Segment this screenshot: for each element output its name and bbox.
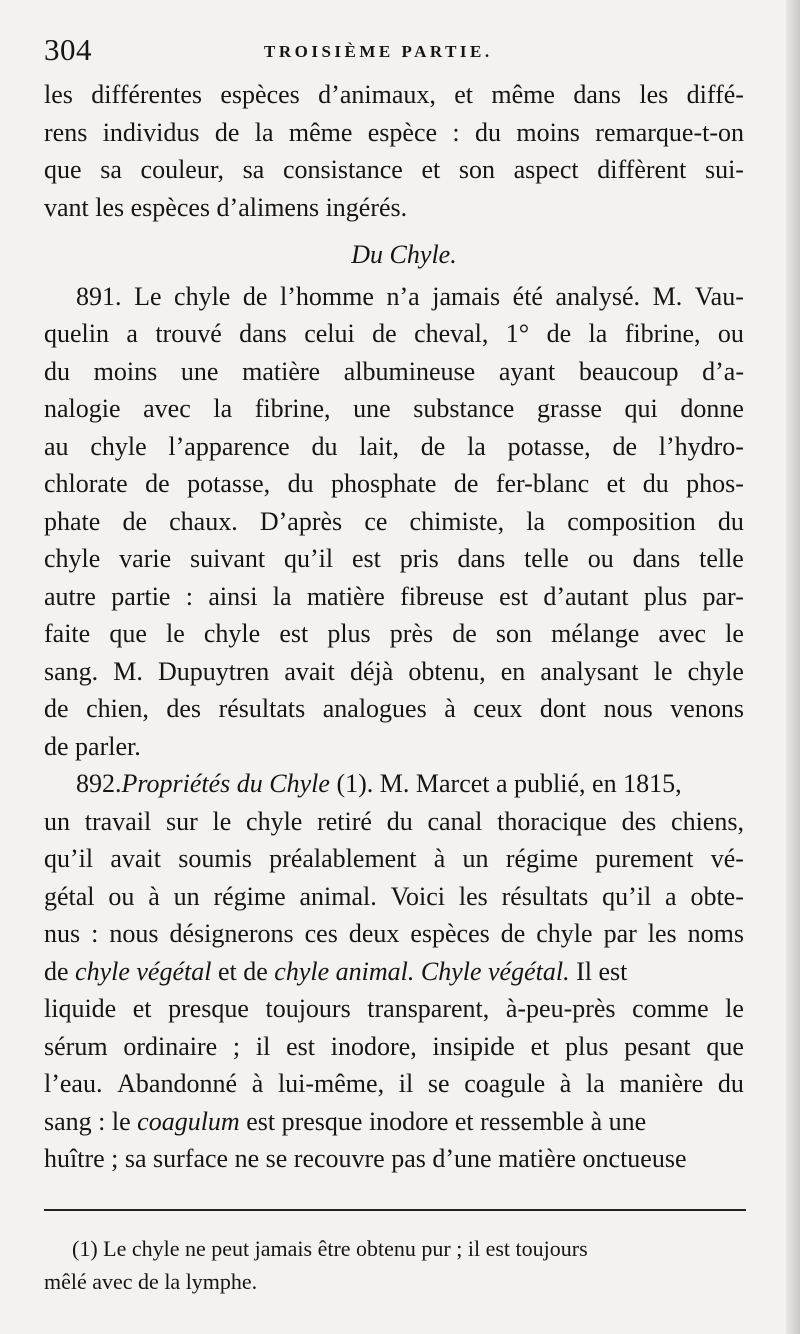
text-segment: nus : nous désignerons ces deux espèces de chyle par les noms <box>44 919 744 948</box>
italic-term: Chyle végétal. <box>420 956 570 986</box>
section-heading-text: Du Chyle. <box>351 240 457 269</box>
text-line <box>44 653 744 691</box>
text-segment: du moins une matière albumineuse ayant beaucoup d’a- <box>44 356 744 386</box>
text-segment: un travail sur le chyle retiré du canal thoracique des chiens, <box>44 806 744 836</box>
footnote-line <box>44 1265 744 1298</box>
text-segment: vant les espèces d’alimens ingérés. <box>44 192 408 222</box>
text-segment: Il est <box>569 956 628 986</box>
text-segment: et de <box>211 956 275 986</box>
text-line <box>44 189 744 227</box>
text-line <box>44 465 744 503</box>
page-header <box>44 32 744 72</box>
text-segment: l’eau. Abandonné à lui-même, il se coagule à la manière du <box>44 1069 744 1098</box>
text-segment: chlorate de potasse, du phosphate de fer-blanc et du phos- <box>44 469 744 498</box>
paragraph-number: 892. <box>76 769 122 798</box>
text-line <box>44 503 744 541</box>
text-segment: de parler. <box>44 731 141 761</box>
text-line <box>44 915 744 953</box>
text-line <box>44 151 744 189</box>
text-segment: 891. Le chyle de l’homme n’a jamais été analysé. M. Vau- <box>76 281 744 311</box>
text-segment: nalogie avec la fibrine, une substance grasse qui donne <box>44 394 744 423</box>
text-line <box>44 615 744 653</box>
text-segment: les différentes espèces d’animaux, et même dans les diffé- <box>44 80 744 109</box>
text-line <box>44 1140 744 1178</box>
text-line <box>44 540 744 578</box>
text-segment: sérum ordinaire ; il est inodore, insipide et plus pesant que <box>44 1031 744 1061</box>
text-line <box>44 428 744 466</box>
text-segment: phate de chaux. D’après ce chimiste, la composition du <box>44 506 744 536</box>
text-segment: (1). M. Marcet a publié, en 1815, <box>329 769 682 798</box>
footnote-rule <box>44 1209 746 1211</box>
text-line <box>44 765 744 803</box>
body-text <box>44 76 744 1178</box>
text-line <box>44 390 744 428</box>
paragraph-title: Propriétés du Chyle <box>121 769 330 798</box>
text-line <box>44 803 744 841</box>
page-number: 304 <box>44 32 92 67</box>
italic-term: coagulum <box>137 1106 240 1136</box>
text-line <box>44 353 744 391</box>
text-line <box>44 315 744 353</box>
text-line <box>44 278 744 316</box>
footnote-text: (1) Le chyle ne peut jamais être obtenu pur ; il est toujours <box>72 1236 588 1261</box>
italic-term: chyle végétal <box>75 956 212 986</box>
text-segment: liquide et presque toujours transparent, à-peu-près comme le <box>44 994 744 1023</box>
paragraph-892-lines-b <box>44 990 744 1103</box>
text-line <box>44 690 744 728</box>
text-line <box>44 578 744 616</box>
running-head: TROISIÈME PARTIE. <box>264 42 493 61</box>
text-segment: autre partie : ainsi la matière fibreuse est d’autant plus par- <box>44 581 744 611</box>
intro-lines <box>44 76 744 226</box>
text-segment: chyle varie suivant qu’il est pris dans telle ou dans telle <box>44 544 744 573</box>
text-line <box>44 76 744 114</box>
text-line <box>44 840 744 878</box>
footnote <box>44 1232 744 1298</box>
text-line <box>44 878 744 916</box>
text-segment: sang : le <box>44 1106 138 1136</box>
paragraph-892 <box>44 765 744 1178</box>
text-line <box>44 953 744 991</box>
paragraph-891 <box>44 278 744 766</box>
text-segment: rens individus de la même espèce : du moins remarque-t-on <box>44 117 744 147</box>
text-segment: gétal ou à un régime animal. Voici les résultats qu’il a obte- <box>44 881 744 911</box>
text-segment: au chyle l’apparence du lait, de la potasse, de l’hydro- <box>44 431 744 461</box>
text-line <box>44 1028 744 1066</box>
footnote-line <box>44 1232 744 1265</box>
text-segment: quelin a trouvé dans celui de cheval, 1° de la fibrine, ou <box>44 319 744 348</box>
text-segment: qu’il avait soumis préalablement à un régime purement vé- <box>44 844 744 873</box>
page-edge-shadow <box>786 0 800 1334</box>
footnote-text: mêlé avec de la lymphe. <box>44 1269 258 1294</box>
text-segment: est presque inodore et ressemble à une <box>239 1106 647 1136</box>
text-line <box>44 1065 744 1103</box>
text-segment: que sa couleur, sa consistance et son aspect diffèrent sui- <box>44 155 744 184</box>
text-segment: de chien, des résultats analogues à ceux dont nous venons <box>44 694 744 723</box>
text-line <box>44 1103 744 1141</box>
section-heading <box>44 236 744 274</box>
text-segment: de <box>44 956 76 986</box>
text-segment: faite que le chyle est plus près de son mélange avec le <box>44 619 744 648</box>
text-segment: sang. M. Dupuytren avait déjà obtenu, en analysant le chyle <box>44 656 744 686</box>
text-line <box>44 728 744 766</box>
paragraph-892-lines-a <box>44 803 744 953</box>
text-segment: huître ; sa surface ne se recouvre pas d’une matière onctueuse <box>44 1144 687 1173</box>
italic-term: chyle animal. <box>274 956 415 986</box>
text-line <box>44 990 744 1028</box>
text-line <box>44 114 744 152</box>
